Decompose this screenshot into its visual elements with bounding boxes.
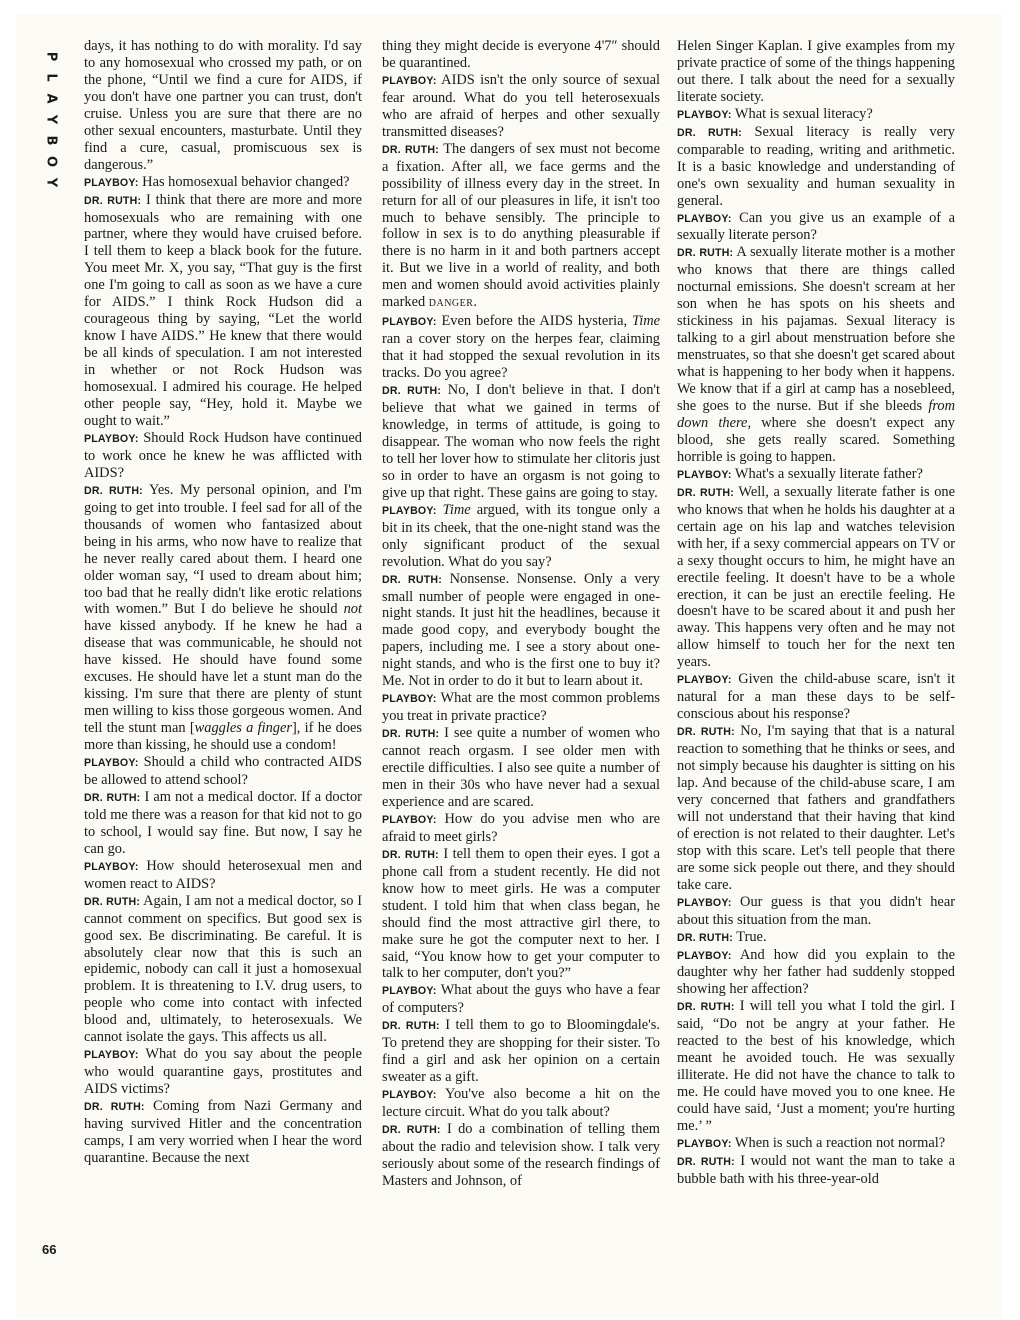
speaker-label: DR. RUTH: [382,573,442,586]
speaker-label: PLAYBOY: [84,860,139,873]
interview-paragraph [677,1153,955,1188]
paragraph-text: Well, a sexually literate father is one who knows that when he holds his daughter at a certain age on his lap and watches television with her, if a sexy commercial appears on TV or a sexy thought occurs to him, he might have an erectile feeling. It doesn't have to be a whole erection, it can be just an erectile feeling. He doesn't have to be scared about it and push her away. This happens very often and he may not allow himself to touch her for the next ten years. [677,483,955,671]
interview-paragraph [382,1017,660,1086]
paragraph-text: . [473,294,478,311]
speaker-label: DR. RUTH: [677,726,735,739]
paragraph-text: I think that there are more and more homosexuals who are remaining with one partner, where they would have cruised before. I tell them to keep a black book for the future. You meet Mr. X, you say, “That guy is the first one I'm going to call as soon as we have a cure for AIDS.” I think Rock Hudson did a courageous thing by saying, “Let the world know I have AIDS.” He knew that there would be all kinds of speculation. I am not interested in whether or not Rock Hudson was homosexual. I admired his courage. He helped other people say, “Hey, hold it. Maybe we ought to wait.” [84,191,362,429]
masthead-letter: B [43,135,59,146]
interview-paragraph [382,571,660,691]
small-caps-text: DANGER [428,298,474,310]
speaker-label: PLAYBOY: [677,949,732,962]
speaker-label: DR. RUTH: [84,484,143,497]
interview-paragraph [382,38,660,72]
speaker-label: PLAYBOY: [382,693,437,706]
speaker-label: PLAYBOY: [84,1049,139,1062]
interview-paragraph [382,1086,660,1121]
paragraph-text: What about the guys who have a fear of computers? [382,982,660,1017]
speaker-label: DR. RUTH: [382,1124,441,1137]
italic-text: not [343,601,362,618]
paragraph-text: No, I'm saying that that is a natural reaction to something that he thinks or sees, and not simply because his daughter is sitting on his lap. And because of the child-abuse scare, I am very concerned that fathers and grandfathers will not understand that their having that kind of erection is not related to their daughter. Let's stop with this scare. Let's tell people that there are some sick people out there, and they should take care. [677,723,955,893]
interview-paragraph [677,484,955,671]
speaker-label: DR. RUTH: [84,791,141,804]
paragraph-text: How should heterosexual men and women react to AIDS? [84,857,362,892]
speaker-label: PLAYBOY: [382,813,437,826]
interview-paragraph [84,1098,362,1167]
speaker-label: PLAYBOY: [677,896,732,909]
speaker-label: DR. RUTH: [382,143,439,156]
paragraph-text: You've also become a hit on the lecture circuit. What do you talk about? [382,1086,660,1121]
italic-text: Time [632,313,660,330]
interview-paragraph [84,430,362,482]
paragraph-text: True. [732,928,767,945]
speaker-label: PLAYBOY: [677,212,732,225]
speaker-label: PLAYBOY: [382,1089,437,1102]
interview-paragraph [677,947,955,999]
page-number: 66 [42,1242,57,1257]
speaker-label: DR. RUTH: [84,895,141,908]
interview-paragraph [84,482,362,754]
paragraph-text: Should a child who contracted AIDS be allowed to attend school? [84,754,362,788]
masthead-letter: Y [43,114,59,125]
paragraph-text: Given the child-abuse scare, isn't it natural for a man these days to be self-conscious about his response? [677,671,955,723]
speaker-label: DR. RUTH: [677,931,733,944]
speaker-label: DR. RUTH: [382,385,442,398]
interview-paragraph [382,982,660,1017]
interview-paragraph [677,244,955,465]
interview-paragraph [382,846,660,983]
interview-paragraph [84,754,362,789]
masthead-letter: P [43,51,59,62]
speaker-label: DR. RUTH: [84,1101,145,1114]
paragraph-text: The dangers of sex must not become a fixation. After all, we face germs and the possibility of illness every day in the street. In return for all of our pleasures in life, it isn't too much to behave sensibly. The principle to follow in sex is to do anything pleasurable if there is no harm in it and both partners accept it. But we live in a world of reality, and both men and women should avoid activities plainly marked [382,140,660,311]
interview-paragraph [677,210,955,245]
magazine-page [16,14,1002,1318]
paragraph-text: A sexually literate mother is a mother who knows that there are things called nocturnal emissions. She doesn't scream at her son when he has spots on his sheets and stickiness in his pajamas. Sexual literacy is talking to a girl about menstruation before she menstruates, so that she doesn't get scared about what is happening to her body when it happens. We know that if a girl at camp has a nosebleed, she goes to the nurse. But if she bleeds [677,244,955,415]
text-column-1 [84,38,362,1167]
speaker-label: DR. RUTH: [84,194,142,207]
interview-paragraph [382,690,660,725]
paragraph-text: I do a combination of telling them about the radio and television show. I talk very seriously about some of the research findings of Masters and Johnson, of [382,1121,660,1189]
speaker-label: PLAYBOY: [677,1138,732,1150]
paragraph-text: Can you give us an example of a sexually literate person? [677,209,955,244]
paragraph-text: Nonsense. Nonsense. Only a very small number of people were engaged in one-night stands. It just hit the headlines, because it made good copy, and everybody bought the papers, including me. I see a story about one-night stands, and who is the first one to buy it? Me. Not in order to do it but to learn about it. [382,570,660,690]
interview-paragraph [677,929,955,947]
interview-paragraph [84,38,362,174]
speaker-label: PLAYBOY: [382,504,437,517]
paragraph-text: What are the most common problems you treat in private practice? [382,690,660,725]
paragraph-text: How do you advise men who are afraid to meet girls? [382,810,660,845]
interview-paragraph [677,106,955,124]
masthead-letter: O [43,155,59,168]
paragraph-text: When is such a reaction not normal? [731,1135,946,1151]
interview-paragraph [84,1046,362,1098]
interview-paragraph [382,313,660,382]
paragraph-text: argued, with its tongue only a bit in its cheek, that the one-night stand was the only significant product of the sexual revolution. What do you say? [382,501,660,570]
paragraph-text: Again, I am not a medical doctor, so I cannot comment on specifics. But good sex is good sex. Be discriminating. Be careful. It is absolutely clear now that this is such an epidemic, nobody can call it just a homosexual problem. It is threatening to I.V. drug users, to people who come into contact with infected blood and, ultimately, to heterosexuals. We cannot isolate the gays. This affects us all. [84,892,362,1046]
paragraph-text: Coming from Nazi Germany and having survived Hitler and the concentration camps, I am very worried when I hear the word quarantine. Because the next [84,1098,362,1166]
speaker-label: DR. RUTH: [382,728,440,741]
interview-paragraph [382,811,660,846]
speaker-label: DR. RUTH: [382,848,439,861]
interview-paragraph [382,72,660,141]
speaker-label: PLAYBOY: [382,316,437,329]
paragraph-text: thing they might decide is everyone 4'7″ should be quarantined. [382,38,660,71]
paragraph-text: Yes. My personal opinion, and I'm going to get into trouble. I feel sad for all of the thousands of women who fantasized about being in his arms, who now have to realize that he never really cared about them. I heard one older woman say, “I used to dream about him; too bad that he really didn't like erotic relations with women.” But I do believe he should [84,481,362,618]
speaker-label: DR. RUTH: [677,126,742,139]
paragraph-text: I will tell you what I told the girl. I said, “Do not be angry at your father. He reacted to the best of his knowledge, which meant he avoided touch. He was sexually illiterate. He did not have the chance to talk to me. He could have moved you to one knee. He could have said, ‘Just a moment; you're hurting me.’ ” [677,998,955,1135]
paragraph-text: I am not a medical doctor. If a doctor told me there was a reason for that kid not to go to school, I would say fine. But now, I say he can go. [84,788,362,857]
paragraph-text: days, it has nothing to do with morality. I'd say to any homosexual who crossed my path, or on the phone, “Until we find a cure for AIDS, if you don't have one partner you can trust, don't cruise. Unless you are sure that there are no other sexual encounters, masturbate. Until they find a cure, casual, promiscuous sex is dangerous.” [84,38,362,173]
masthead-letter: A [43,93,59,104]
paragraph-text: What's a sexually literate father? [731,465,923,482]
interview-paragraph [382,502,660,571]
interview-paragraph [84,858,362,893]
interview-paragraph [84,789,362,858]
italic-text: from down there [677,398,955,431]
paragraph-text: Our guess is that you didn't hear about this situation from the man. [677,893,955,928]
interview-paragraph [84,192,362,430]
speaker-label: DR. RUTH: [677,486,734,499]
paragraph-text: have kissed anybody. If he knew he had a disease that was communicable, he should not have kissed. He should have found some excuses. He should have let a stunt man do the kissing. I'm sure that there are plenty of stunt men willing to kiss those gorgeous women. And tell the stunt man [ [84,618,362,737]
speaker-label: PLAYBOY: [382,985,437,998]
interview-paragraph [677,894,955,929]
interview-paragraph [677,466,955,484]
text-column-2 [382,38,660,1190]
speaker-label: PLAYBOY: [84,757,139,770]
speaker-label: PLAYBOY: [382,74,437,87]
speaker-label: DR. RUTH: [382,1020,440,1033]
paragraph-text: What is sexual literacy? [731,105,873,122]
speaker-label: DR. RUTH: [677,1155,735,1168]
paragraph-text: Has homosexual behavior changed? [138,173,350,190]
interview-paragraph [677,124,955,210]
paragraph-text: No, I don't believe in that. I don't believe that what we gained in terms of knowledge, in terms of attitude, is going to disappear. The woman who now feels the right to tell her lover how to stimulate her clitoris just so in order to have an orgasm is not going to give up that right. These gains are going to stay. [382,382,660,501]
interview-paragraph [677,38,955,106]
interview-paragraph [84,893,362,1047]
interview-paragraph [382,382,660,502]
interview-paragraph [84,174,362,192]
paragraph-text: Even before the AIDS hysteria, [436,313,632,330]
interview-paragraph [382,141,660,314]
masthead-letter: L [43,73,59,82]
paragraph-text: I tell them to go to Bloomingdale's. To pretend they are shopping for their sister. To find a girl and ask her opinion on a certain sweater as a gift. [382,1017,660,1086]
masthead-vertical [40,46,62,206]
interview-paragraph [677,723,955,894]
interview-paragraph [382,1121,660,1190]
speaker-label: PLAYBOY: [677,108,732,121]
interview-paragraph [382,725,660,811]
paragraph-text: What do you say about the people who would quarantine gays, prostitutes and AIDS victims? [84,1046,362,1098]
paragraph-text: I would not want the man to take a bubble bath with his three-year-old [677,1152,955,1187]
interview-paragraph [677,671,955,723]
paragraph-text: And how did you explain to the daughter why her father had suddenly stopped showing her affection? [677,946,955,998]
speaker-label: PLAYBOY: [84,432,139,445]
paragraph-text: I tell them to open their eyes. I got a phone call from a student recently. He did not know how to meet girls. He was a computer student. I told him that when class began, he should find the most attractive girl there, to make sure he got the computer next to her. I said, “You know how to get your computer to talk to her computer, don't you?” [382,845,660,982]
interview-paragraph [677,1135,955,1153]
masthead-letter: Y [43,177,59,188]
italic-text: Time [436,501,471,518]
paragraph-text: Should Rock Hudson have continued to work once he knew he was afflicted with AIDS? [84,429,362,481]
speaker-label: PLAYBOY: [677,468,732,481]
interview-paragraph [677,998,955,1135]
paragraph-text: ran a cover story on the herpes fear, claiming that it had stopped the sexual revolution in its tracks. Do you agree? [382,331,660,382]
speaker-label: PLAYBOY: [677,674,732,687]
paragraph-text: , where she doesn't expect any blood, she gets really scared. Something horrible is going to happen. [677,414,955,465]
paragraph-text: Helen Singer Kaplan. I give examples from my private practice of some of the things happening out there. I talk about the need for a sexually literate society. [677,38,955,105]
text-column-3 [677,38,955,1188]
speaker-label: DR. RUTH: [677,247,734,260]
speaker-label: PLAYBOY: [84,176,139,189]
italic-text: waggles a finger [194,720,292,737]
paragraph-text: Sexual literacy is really very comparable to reading, writing and arithmetic. It is a basic knowledge and understanding of one's own sexuality and human sexuality in general. [677,123,955,209]
paragraph-text: I see quite a number of women who cannot reach orgasm. I see older men with erectile difficulties. I also see quite a number of men in their 30s who have never had a sexual experience and are scared. [382,725,660,810]
paragraph-text: ], if he does more than kissing, he should use a condom! [84,720,363,754]
speaker-label: DR. RUTH: [677,1001,735,1014]
paragraph-text: AIDS isn't the only source of sexual fear around. What do you tell heterosexuals who are afraid of herpes and other sexually transmitted diseases? [382,71,660,140]
